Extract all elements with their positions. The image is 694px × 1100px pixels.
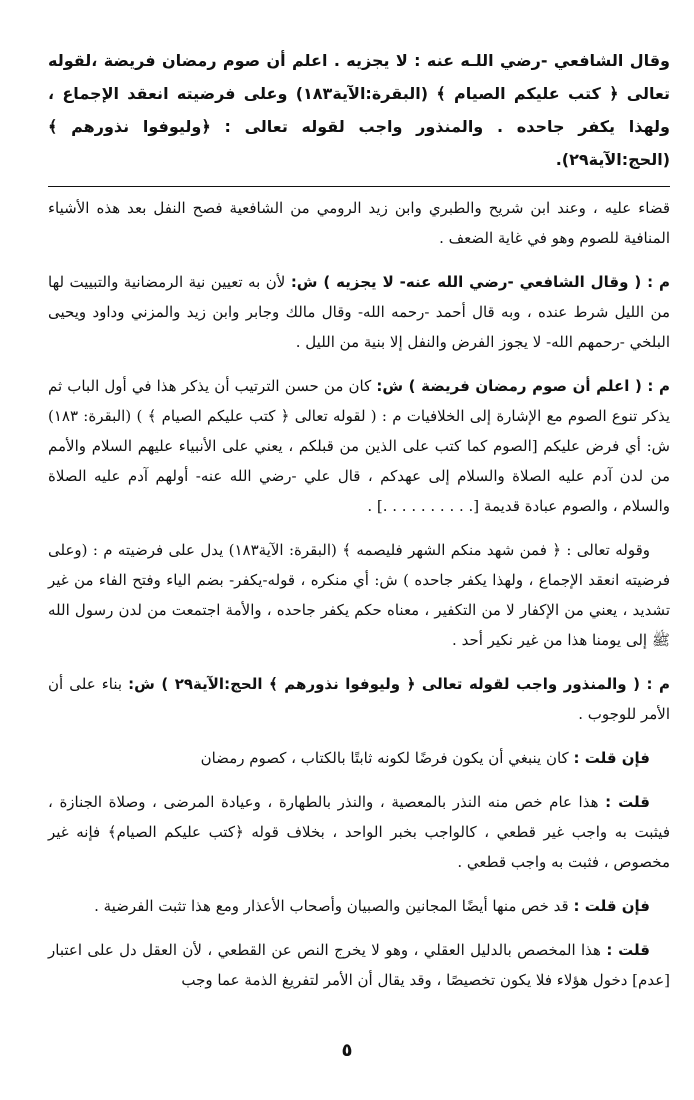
page-number: ٥: [341, 1040, 353, 1061]
paragraph-4-text: وقوله تعالى : ﴿ فمن شهد منكم الشهر فليصمه ﴾ (البقرة: الآية١٨٣) يدل على فرضيته م : (وعلى فرضيته انعقد الإجماع ، ولهذا يكفر جاحده ) ش: أي منكره ، قوله-يكفر- بضم الياء وفتح الفاء من غير تشديد ، يعني من الإكفار لا من التكفير ، معناه حكم يكفر جاحده ، والأمة اجتمعت من لدن رسول الله ﷺ إلى يومنا هذا من غير نكير أحد .: [48, 541, 670, 649]
paragraph-9-lead: قلت :: [606, 941, 650, 959]
paragraph-1-text: قضاء عليه ، وعند ابن شريح والطبري وابن زيد الرومي من الشافعية فصح النفل بعد هذه الأشياء المنافية للصوم وهو في غاية الضعف .: [48, 199, 670, 247]
paragraph-2-text: لأن به تعيين نية الرمضانية والتبييت لها من الليل شرط عنده ، وبه قال أحمد -رحمه الله- وقال مالك وجابر وابن زيد والمزني وداود ويحيى البلخي -رحمهم الله- لا يجوز الفرض والنفل إلا بنية من الليل .: [48, 273, 670, 351]
paragraph-7-text: هذا عام خص منه النذر بالمعصية ، والنذر بالطهارة ، وعيادة المرضى ، وصلاة الجنازة ، فيثبت به واجب غير قطعي ، كالواجب بخبر الواحد ، بخلاف قوله ﴿كتب عليكم الصيام﴾ فإنه غير مخصوص ، فثبت به واجب قطعي .: [48, 793, 670, 871]
paragraph-6-lead: فإن قلت :: [573, 749, 650, 767]
paragraph-3: [48, 371, 670, 521]
page-body: [48, 44, 670, 1084]
paragraph-4: [48, 535, 670, 655]
paragraph-9: [48, 935, 670, 995]
paragraph-9-text: هذا المخصص بالدليل العقلي ، وهو لا يخرج النص عن القطعي ، لأن العقل دل على اعتبار [عدم] دخول هؤلاء فلا يكون تخصيصًا ، وقد يقال أن الأمر لتفريغ الذمة عما وجب: [48, 941, 670, 989]
paragraph-8-text: قد خص منها أيضًا المجانين والصبيان وأصحاب الأعذار ومع هذا تثبت الفرضية .: [94, 897, 569, 915]
paragraph-5-lead: م : ( والمنذور واجب لقوله تعالى ﴿ وليوفوا نذورهم ﴾ الحج:الآية٢٩ ) ش:: [128, 675, 670, 693]
paragraph-6: [48, 743, 670, 773]
paragraph-3-text: كان من حسن الترتيب أن يذكر هذا في أول الباب ثم يذكر تنوع الصوم مع الإشارة إلى الخلافيات م : ( لقوله تعالى ﴿ كتب عليكم الصيام ﴾ ) (البقرة: ١٨٣) ش: أي فرض عليكم [الصوم كما كتب على الذين من قبلكم ، يعني على الأنبياء عليهم السلام والأمم من لدن آدم عليه الصلاة والسلام إلى عهدكم ، قال علي -رضي الله عنه- أولهم آدم عليه الصلاة والسلام ، والصوم عبادة قديمة [. . . . . . . . . .] .: [48, 377, 670, 515]
paragraph-5: [48, 669, 670, 729]
paragraph-3-lead: م : ( اعلم أن صوم رمضان فريضة ) ش:: [376, 377, 670, 395]
paragraph-8-lead: فإن قلت :: [573, 897, 650, 915]
paragraph-2: [48, 267, 670, 357]
paragraph-1: [48, 193, 670, 253]
paragraph-8: [48, 891, 670, 921]
header-matn-text: وقال الشافعي -رضي اللـه عنه : لا يجزيه . اعلم أن صوم رمضان فريضة ،لقوله تعالى ﴿ كتب عليكم الصيام ﴾ (البقرة:الآية١٨٣) وعلى فرضيته انعقد الإجماع ، ولهذا يكفر جاحده . والمنذور واجب لقوله تعالى : ﴿وليوفوا نذورهم ﴾ (الحج:الآية٢٩).: [48, 51, 670, 169]
paragraph-2-lead: م : ( وقال الشافعي -رضي الله عنه- لا يجزيه ) ش:: [290, 273, 670, 291]
header-divider: [48, 186, 670, 187]
paragraph-6-text: كان ينبغي أن يكون فرضًا لكونه ثابتًا بالكتاب ، كصوم رمضان: [200, 749, 569, 767]
paragraph-7: [48, 787, 670, 877]
paragraph-5-text: بناء على أن الأمر للوجوب .: [48, 675, 670, 723]
paragraph-7-lead: قلت :: [605, 793, 650, 811]
